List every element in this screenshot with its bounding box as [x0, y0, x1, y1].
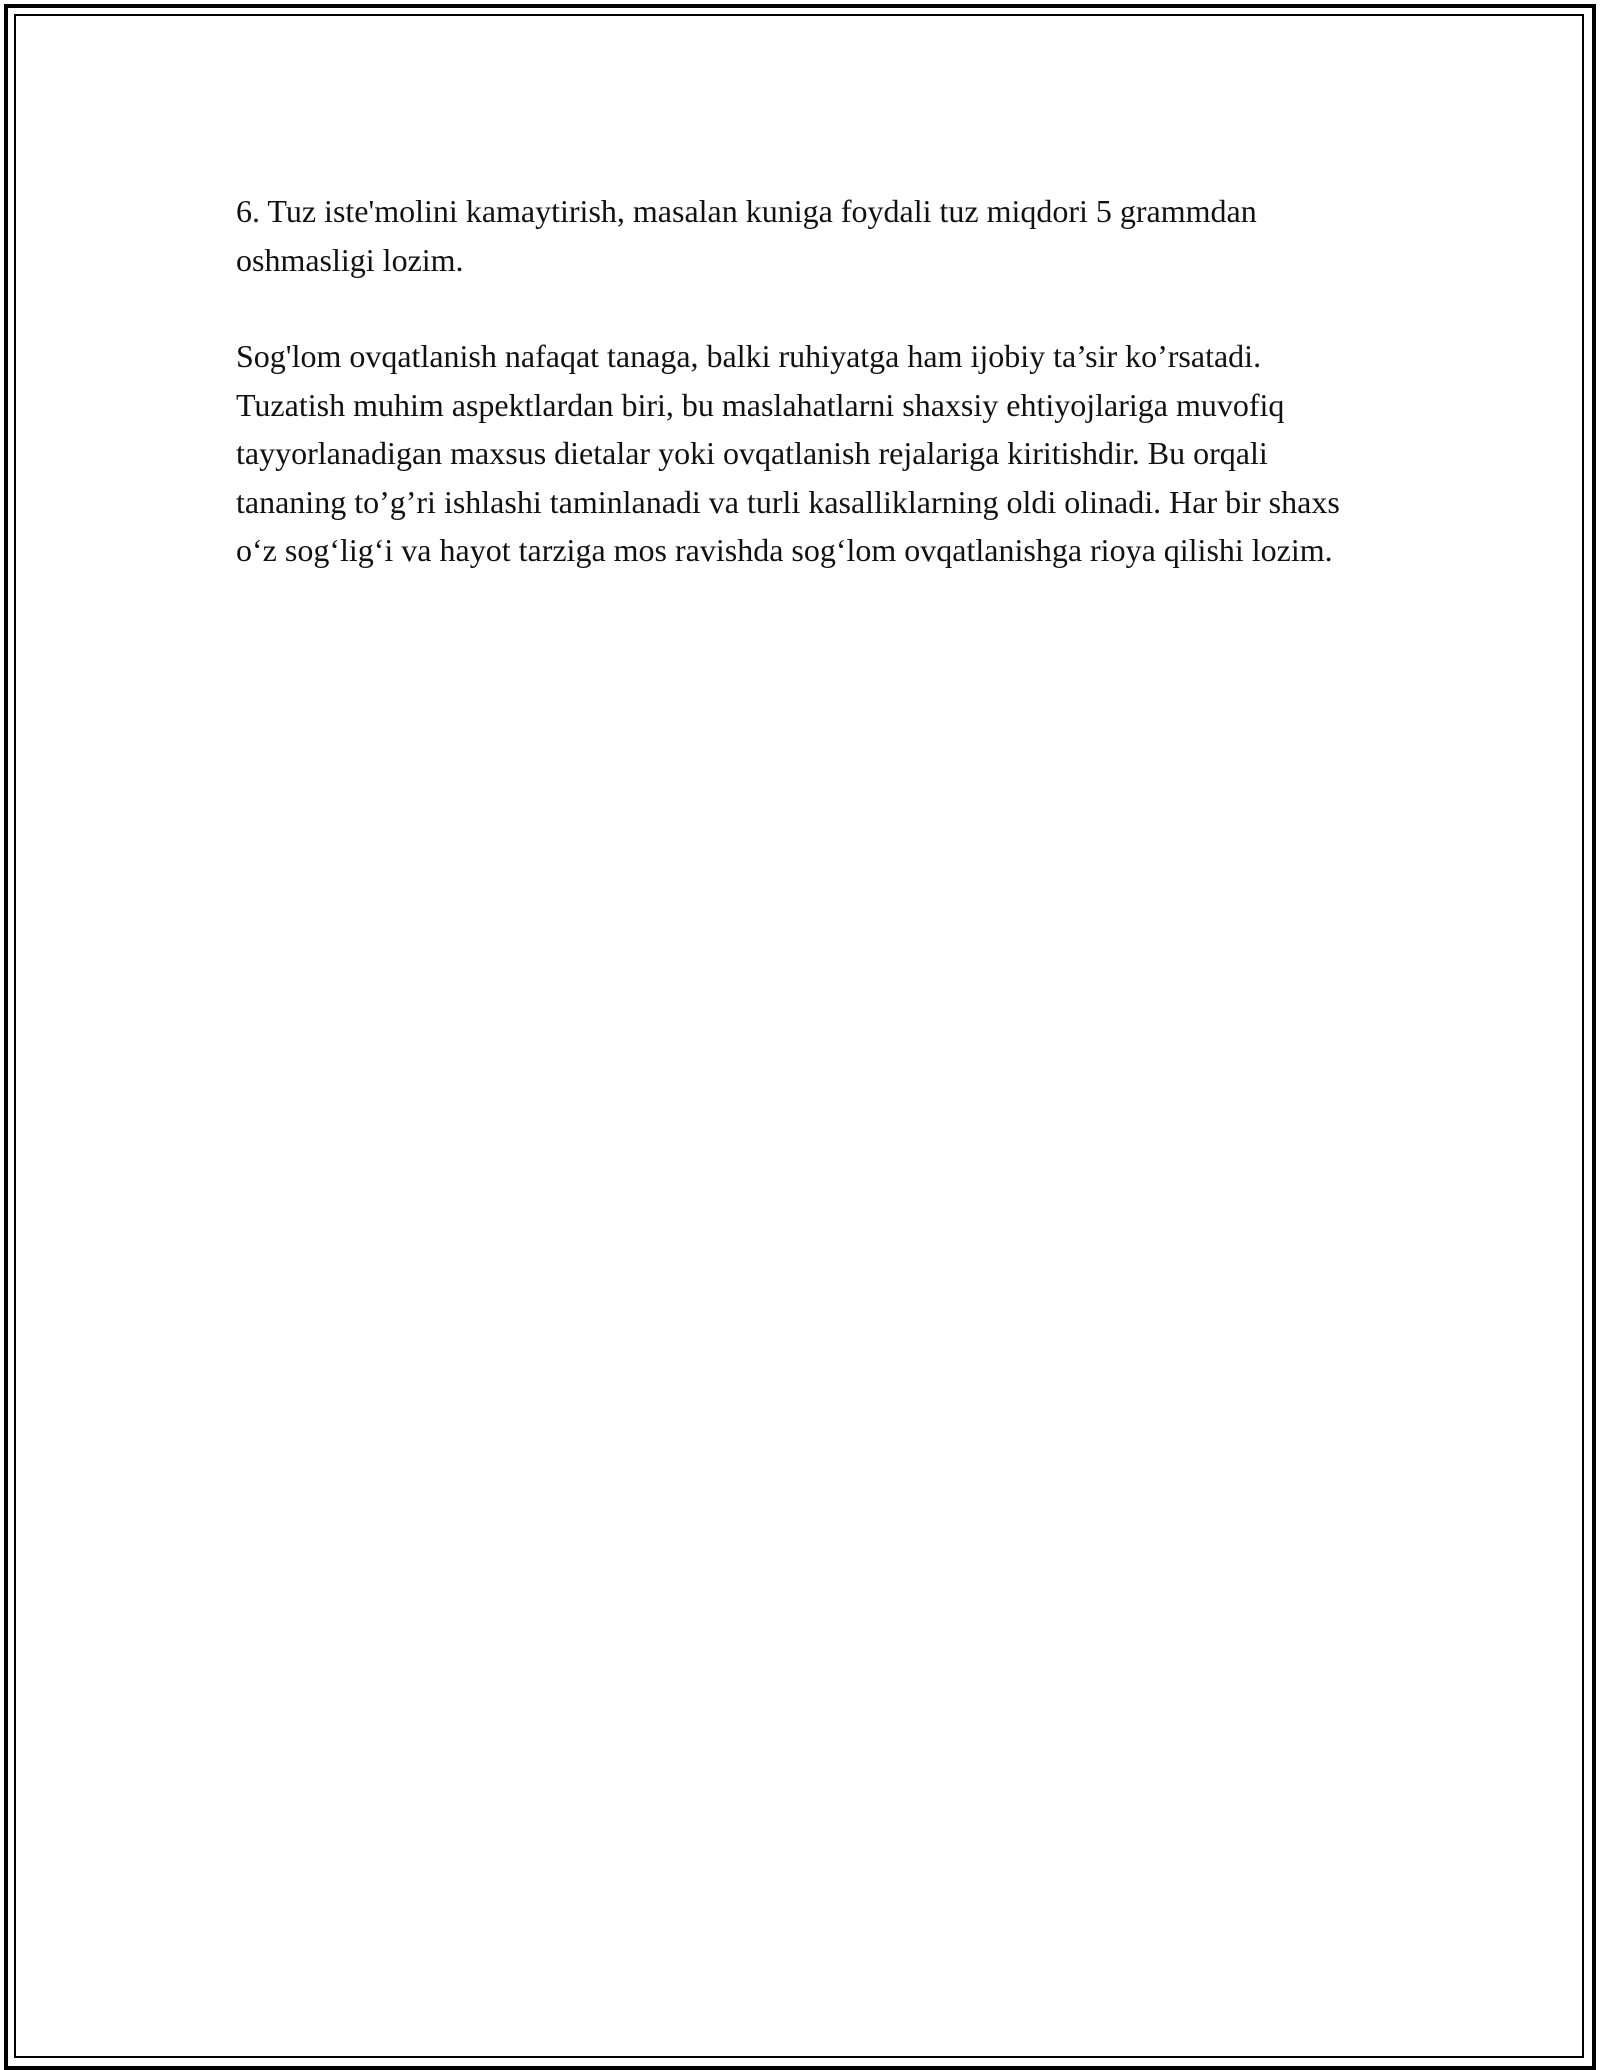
paragraph-healthy-eating: Sog'lom ovqatlanish nafaqat tanaga, balki ruhiyatga ham ijobiy ta’sir ko’rsatadi. Tuzatish muhim aspektlardan biri, bu maslahatlarni shaxsiy ehtiyojlariga muvofiq tayyorlanadigan maxsus dietalar yoki ovqatlanish rejalariga kiritishdir. Bu orqali tananing to’g’ri ishlashi taminlanadi va turli kasalliklarning oldi olinadi. Har bir shaxs o‘z sog‘lig‘i va hayot tarziga mos ravishda sog‘lom ovqatlanishga rioya qilishi lozim. [236, 338, 1340, 568]
paragraph-salt-intake: 6. Tuz iste'molini kamaytirish, masalan kuniga foydali tuz miqdori 5 grammdan oshmasligi lozim. [236, 193, 1257, 278]
document-body [236, 187, 1366, 575]
